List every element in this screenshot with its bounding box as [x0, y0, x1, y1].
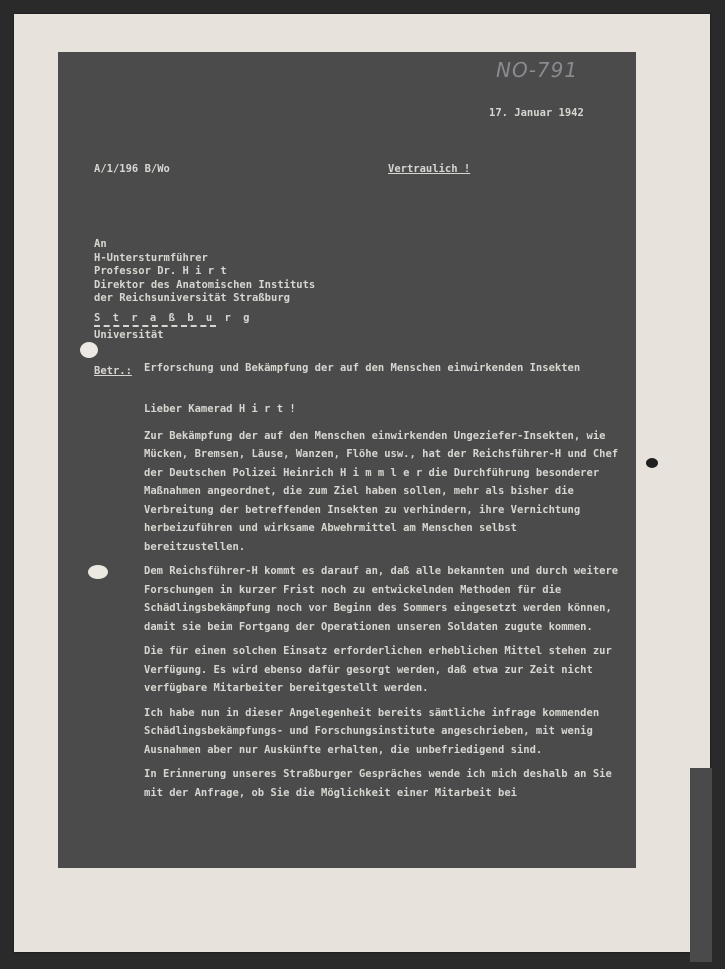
subject-label: Betr.:: [94, 365, 132, 377]
address-line: Direktor des Anatomischen Instituts: [94, 278, 316, 291]
handwritten-mark: NO-791: [496, 58, 579, 82]
negative-photocopy: [58, 52, 636, 868]
address-line: H-Untersturmführer: [94, 251, 208, 264]
address-line: An: [94, 238, 107, 250]
paper-spot: [80, 342, 98, 358]
letter-date: 17. Januar 1942: [489, 107, 584, 119]
paragraph: Zur Bekämpfung der auf den Menschen einwirkenden Ungeziefer-Insekten, wie Mücken, Bremsen, Läuse, Wanzen, Flöhe usw., hat der Reichsführer-H und Chef der Deutschen Polizei Heinrich H i m m l e r die Durchführung besonderer Maßnahmen angeordnet, die zum Ziel haben sollen, mehr als bisher die Verbreitung der betreffenden Insekten zu verhindern, ihre Vernichtung herbeizuführen und wirksame Abwehrmittel am Menschen selbst bereitzustellen.: [144, 429, 619, 553]
recipient-address: [94, 238, 315, 343]
paragraph: In Erinnerung unseres Straßburger Gespräches wende ich mich deshalb an Sie mit der Anfrage, ob Sie die Möglichkeit einer Mitarbeit bei: [144, 768, 612, 799]
confidential-mark: Vertraulich !: [388, 163, 471, 175]
film-edge: [690, 768, 712, 962]
reference-number: A/1/196 B/Wo: [94, 163, 170, 175]
city-underline: [94, 325, 216, 327]
letter-body: [144, 400, 624, 808]
paragraph: Ich habe nun in dieser Angelegenheit bereits sämtliche infrage kommenden Schädlingsbekämpfungs- und Forschungsinstitute angeschrieben, mit wenig Ausnahmen aber nur Auskünfte erhalten, die unbefriedigend sind.: [144, 706, 600, 756]
paper-spot: [646, 458, 658, 468]
paragraph: Dem Reichsführer-H kommt es darauf an, daß alle bekannten und durch weitere Forschungen in kurzer Frist noch zu entwickelnden Methoden für die Schädlingsbekämpfung noch vor Beginn des Sommers eingesetzt werden können, damit sie beim Fortgang der Operationen unseren Soldaten zugute kommen.: [144, 565, 619, 633]
greeting: Lieber Kamerad H i r t !: [144, 403, 296, 415]
address-line: Universität: [94, 329, 164, 341]
address-line: Professor Dr. H i r t: [94, 265, 227, 277]
paragraph: Die für einen solchen Einsatz erforderlichen erheblichen Mittel stehen zur Verfügung. Es wird ebenso dafür gesorgt werden, daß etwa zur Zeit nicht verfügbare Mitarbeiter bereitgestellt werden.: [144, 645, 612, 694]
address-line: der Reichsuniversität Straßburg: [94, 292, 290, 304]
address-city: S t r a ß b u r g: [94, 311, 253, 324]
paper-spot: [88, 565, 108, 579]
subject-text: Erforschung und Bekämpfung der auf den Menschen einwirkenden Insekten: [144, 362, 581, 374]
